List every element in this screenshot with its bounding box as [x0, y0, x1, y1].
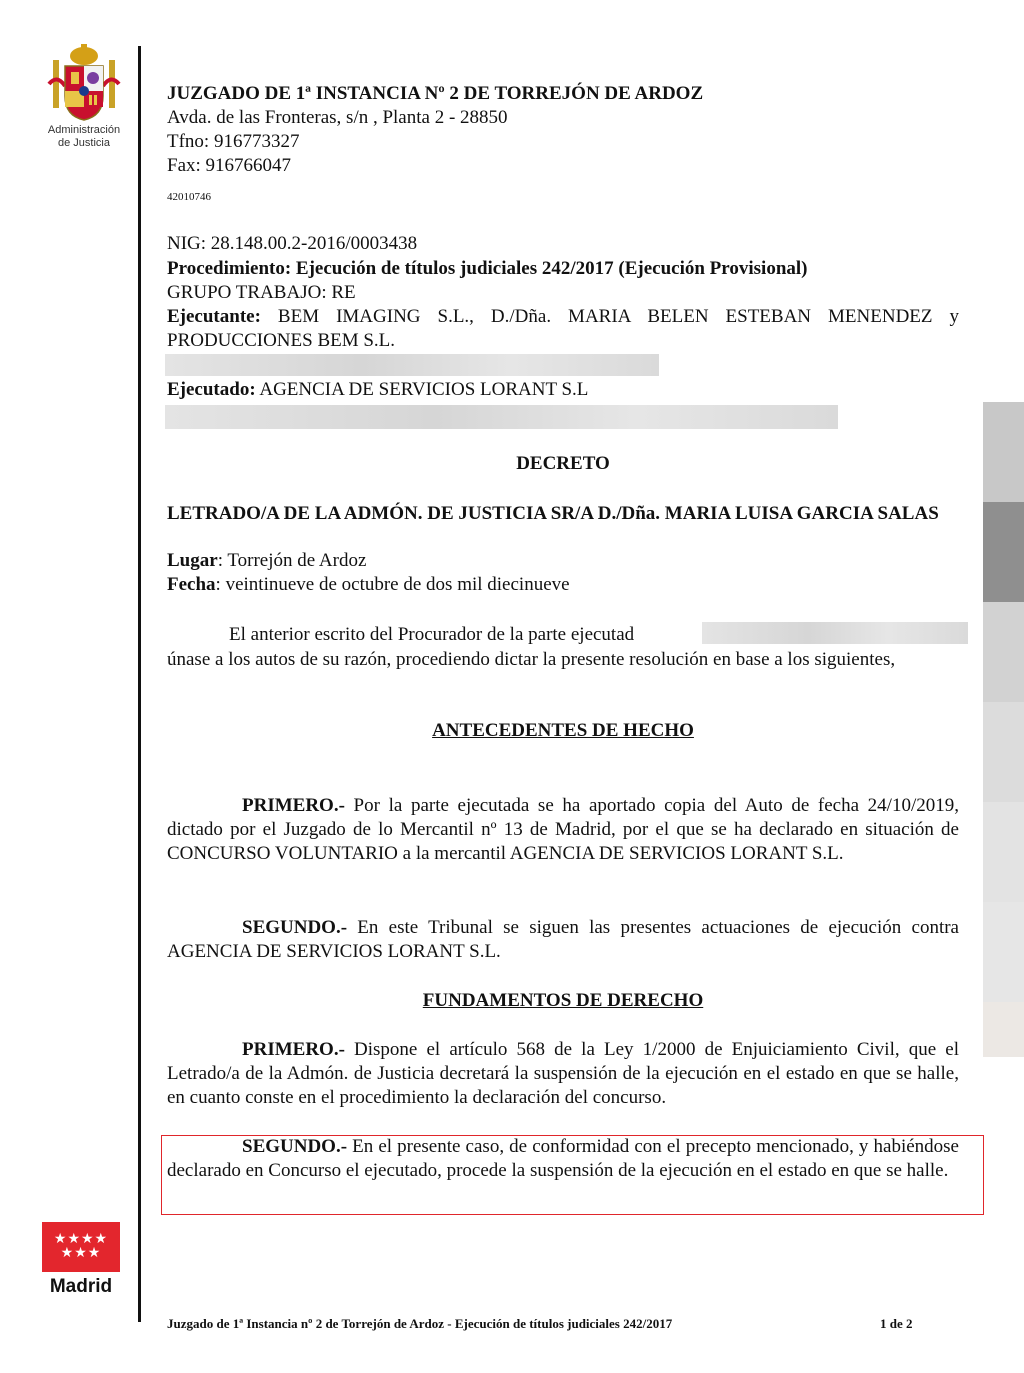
nig-line: NIG: 28.148.00.2-2016/0003438 — [167, 233, 418, 254]
court-code: 42010746 — [167, 191, 211, 203]
procedimiento-line: Procedimiento: Ejecución de títulos judiciales 242/2017 (Ejecución Provisional) — [167, 258, 808, 279]
comunidad-madrid-logo — [42, 1222, 120, 1298]
administracion-justicia-label: Administración de Justicia — [47, 124, 121, 149]
fundamentos-heading: FUNDAMENTOS DE DERECHO — [422, 990, 704, 1011]
antecedentes-segundo: SEGUNDO.- En este Tribunal se siguen las presentes actuaciones de ejecución contra AGENCIA DE SERVICIOS LORANT S.L. — [167, 917, 959, 962]
page-number: 1 de 2 — [880, 1316, 913, 1331]
letrado-line: LETRADO/A DE LA ADMÓN. DE JUSTICIA SR/A D./Dña. MARIA LUISA GARCIA SALAS — [167, 503, 939, 524]
intro-continuation: únase a los autos de su razón, procediendo dictar la presente resolución en base a los siguientes, — [167, 649, 896, 670]
administracion-justicia-logo — [38, 44, 130, 150]
redacted-block — [165, 354, 659, 376]
fundamentos-primero: PRIMERO.- Dispone el artículo 568 de la Ley 1/2000 de Enjuiciamiento Civil, que el Letrado/a de la Admón. de Justicia decretará la suspensión de la ejecución en el estado en que se halle, en cuanto conste en el procedimiento la declaración del concurso. — [167, 1039, 959, 1108]
ejecutado-line: Ejecutado: AGENCIA DE SERVICIOS LORANT S.L — [167, 379, 589, 400]
grupo-trabajo-line: GRUPO TRABAJO: RE — [167, 282, 356, 303]
redacted-block — [702, 622, 968, 644]
intro-first-line: El anterior escrito del Procurador de la parte ejecutad — [229, 624, 635, 645]
redacted-block — [165, 405, 838, 429]
decreto-title: DECRETO — [516, 453, 610, 474]
court-phone: Tfno: 916773327 — [167, 131, 300, 152]
antecedentes-primero: PRIMERO.- Por la parte ejecutada se ha aportado copia del Auto de fecha 24/10/2019, dictado por el Juzgado de lo Mercantil nº 13 de Madrid, por el que se ha declarado en situación de CONCURSO VOLUNTARIO a la mercantil AGENCIA DE SERVICIOS LORANT S.L. — [167, 795, 959, 864]
court-name: JUZGADO DE 1ª INSTANCIA Nº 2 DE TORREJÓN DE ARDOZ — [167, 83, 704, 104]
fecha-line: Fecha: veintinueve de octubre de dos mil diecinueve — [167, 574, 570, 595]
court-fax: Fax: 916766047 — [167, 155, 292, 176]
lugar-line: Lugar: Torrejón de Ardoz — [167, 550, 367, 571]
coat-of-arms-icon — [45, 44, 123, 122]
margin-rule — [138, 46, 141, 1322]
footer-text: Juzgado de 1ª Instancia nº 2 de Torrejón de Ardoz - Ejecución de títulos judiciales 242/2017 — [167, 1316, 673, 1331]
highlight-box — [161, 1135, 984, 1215]
pixelated-strip — [983, 402, 1024, 1057]
fundamentos-segundo: SEGUNDO.- En el presente caso, de conformidad con el precepto mencionado, y habiéndose declarado en Concurso el ejecutado, procede la suspensión de la ejecución en el estado en que se halle. — [167, 1136, 959, 1181]
madrid-label: Madrid — [49, 1276, 113, 1297]
madrid-flag-icon: ★★★★ ★★★ — [42, 1222, 120, 1272]
antecedentes-heading: ANTECEDENTES DE HECHO — [432, 720, 694, 741]
court-address: Avda. de las Fronteras, s/n , Planta 2 - 28850 — [167, 107, 508, 128]
ejecutante-line: Ejecutante: BEM IMAGING S.L., D./Dña. MARIA BELEN ESTEBAN MENENDEZ y PRODUCCIONES BEM S.L. — [167, 306, 959, 351]
